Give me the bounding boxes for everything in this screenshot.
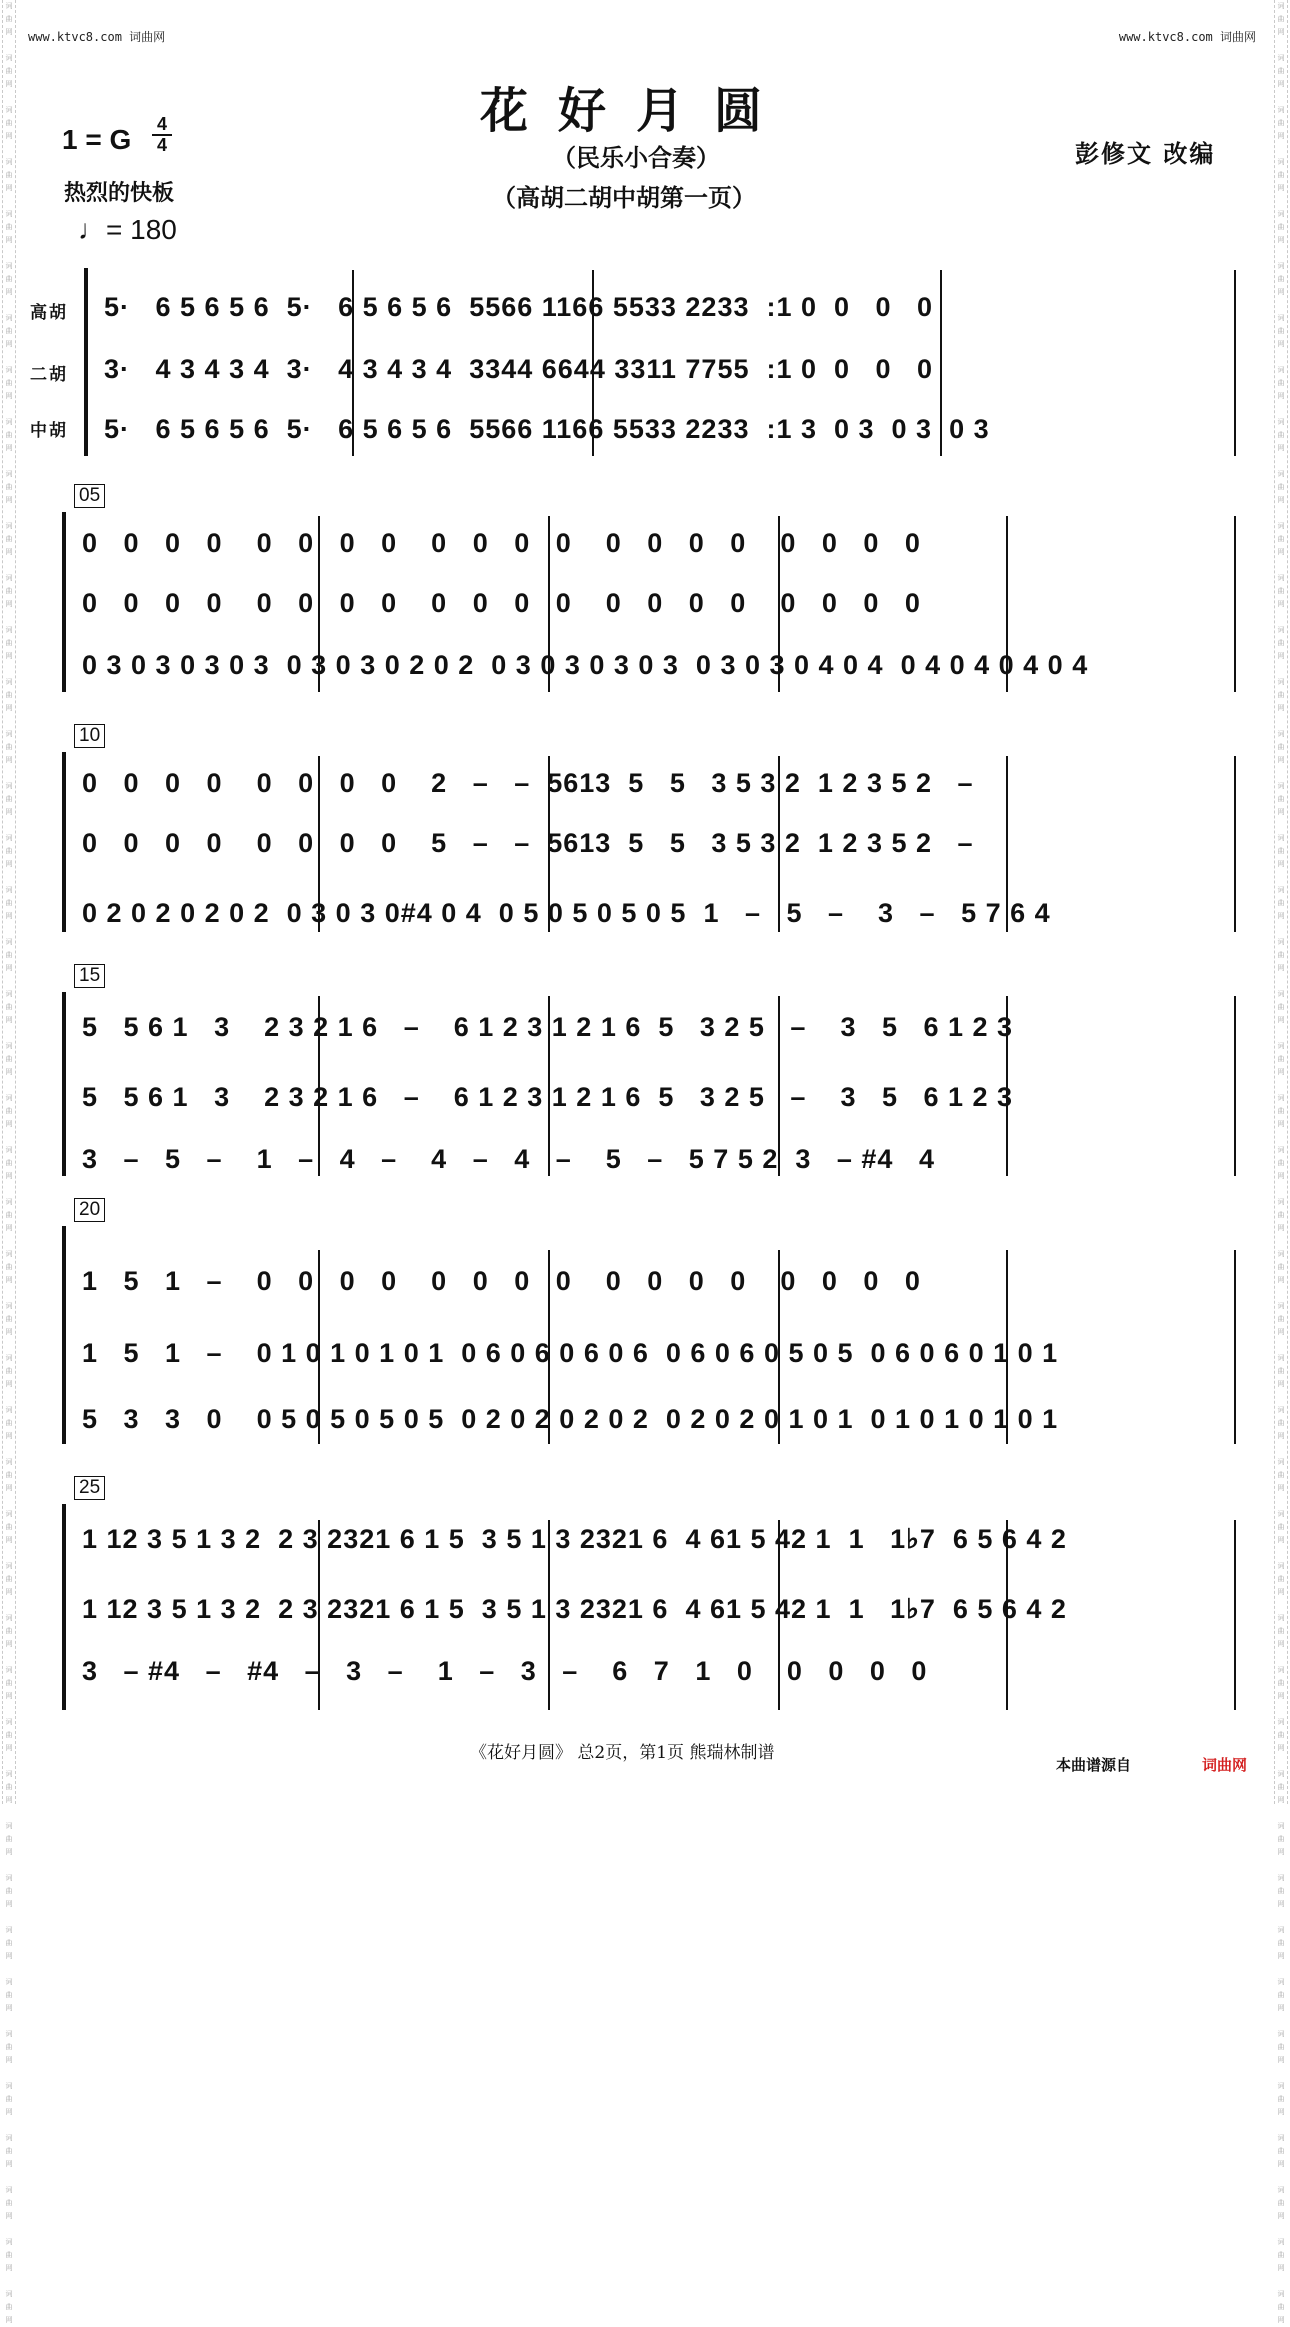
metronome-value: = 180	[106, 214, 177, 245]
score-row-zhonghu: 5· 6 5 6 5 6 5· 6 5 6 5 6 5566 1166 5533 2233 :1 3 0 3 0 3 0 3	[104, 414, 990, 444]
tempo-marking: 热烈的快板	[64, 180, 175, 206]
score-row-gaohu: 5· 6 5 6 5 6 5· 6 5 6 5 6 5566 1166 5533 2233 :1 0 0 0 0	[104, 292, 934, 322]
score-row-gaohu: 1 12 3 5 1 3 2 2 3 2321 6 1 5 3 5 1 3 2321 6 4 61 5 42 1 1 1♭7 6 5 6 4 2	[82, 1524, 1067, 1554]
score-row-erhu: 0 0 0 0 0 0 0 0 5 – – 5613 5 5 3 5 3 2 1 2 3 5 2 –	[82, 828, 974, 858]
metronome-mark	[78, 214, 177, 246]
subtitle-parts: （高胡二胡中胡第一页）	[492, 183, 756, 212]
barline	[1234, 516, 1236, 692]
right-side-strip: 词 曲 网 词 曲 网 词 曲 网 词 曲 网 词 曲 网 词 曲 网 词 曲 网 词 曲 网 词 曲 网 词 曲 网 词 曲 网 词 曲 网 词 曲 网 词 曲 网 词 曲 网 词 曲 网 词 曲 网 词 曲 网 词 曲 网 词 曲 网 词 曲 网 词 曲 网 词 曲 网 词 曲 网 词 曲 网 词 曲 网 词 曲 网 词 曲 网 词 曲 网 词 曲 网 词 曲 网 词 曲 网 词 曲 网 词 曲 网 词 曲 网 词 曲 网 词 曲 网 词 曲 网 词 曲 网 词 曲 网 词 曲 网 词 曲 网 词 曲 网 词 曲 网 词 曲 网	[1274, 0, 1288, 1804]
measure-number: 10	[74, 724, 105, 748]
instrument-label-gaohu: 高胡	[30, 303, 68, 323]
arranger: 彭修文 改编	[1075, 139, 1216, 168]
score-row-zhonghu: 0 3 0 3 0 3 0 3 0 3 0 3 0 2 0 2 0 3 0 3 0 3 0 3 0 3 0 3 0 4 0 4 0 4 0 4 0 4 0 4	[82, 650, 1089, 680]
score-row-zhonghu: 5 3 3 0 0 5 0 5 0 5 0 5 0 2 0 2 0 2 0 2 0 2 0 2 0 1 0 1 0 1 0 1 0 1 0 1	[82, 1404, 1059, 1434]
score-row-gaohu: 0 0 0 0 0 0 0 0 2 – – 5613 5 5 3 5 3 2 1 2 3 5 2 –	[82, 768, 974, 798]
barline	[1234, 996, 1236, 1176]
barline	[1234, 1250, 1236, 1444]
system-brace-6	[62, 1504, 66, 1710]
system-brace-4	[62, 992, 66, 1176]
instrument-label-erhu: 二胡	[30, 365, 68, 385]
score-row-zhonghu: 3 – #4 – #4 – 3 – 1 – 3 – 6 7 1 0 0 0 0 0	[82, 1656, 928, 1686]
time-signature	[152, 115, 172, 155]
score-row-gaohu: 5 5 6 1 3 2 3 2 1 6 – 6 1 2 3 1 2 1 6 5 3 2 5 – 3 5 6 1 2 3	[82, 1012, 1014, 1042]
left-side-strip: 词 曲 网 词 曲 网 词 曲 网 词 曲 网 词 曲 网 词 曲 网 词 曲 网 词 曲 网 词 曲 网 词 曲 网 词 曲 网 词 曲 网 词 曲 网 词 曲 网 词 曲 网 词 曲 网 词 曲 网 词 曲 网 词 曲 网 词 曲 网 词 曲 网 词 曲 网 词 曲 网 词 曲 网 词 曲 网 词 曲 网 词 曲 网 词 曲 网 词 曲 网 词 曲 网 词 曲 网 词 曲 网 词 曲 网 词 曲 网 词 曲 网 词 曲 网 词 曲 网 词 曲 网 词 曲 网 词 曲 网 词 曲 网 词 曲 网 词 曲 网 词 曲 网 词 曲 网	[2, 0, 16, 1804]
score-row-erhu: 0 0 0 0 0 0 0 0 0 0 0 0 0 0 0 0 0 0 0 0	[82, 588, 921, 618]
score-row-erhu: 1 12 3 5 1 3 2 2 3 2321 6 1 5 3 5 1 3 2321 6 4 61 5 42 1 1 1♭7 6 5 6 4 2	[82, 1594, 1067, 1624]
score-row-zhonghu: 0 2 0 2 0 2 0 2 0 3 0 3 0#4 0 4 0 5 0 5 0 5 0 5 1 – 5 – 3 – 5 7 6 4	[82, 898, 1051, 928]
score-row-erhu: 3· 4 3 4 3 4 3· 4 3 4 3 4 3344 6644 3311 7755 :1 0 0 0 0	[104, 354, 934, 384]
measure-number: 20	[74, 1198, 105, 1222]
system-brace-5	[62, 1226, 66, 1444]
key-signature: 1 = G	[62, 124, 132, 155]
measure-number: 05	[74, 484, 105, 508]
barline	[1234, 756, 1236, 932]
time-top: 4	[156, 114, 167, 134]
barline	[1234, 1520, 1236, 1710]
score-row-erhu: 5 5 6 1 3 2 3 2 1 6 – 6 1 2 3 1 2 1 6 5 3 2 5 – 3 5 6 1 2 3	[82, 1082, 1014, 1112]
page-footer: 《花好月圆》 总2页，第1页 熊瑞林制谱	[470, 1743, 775, 1763]
page-title: 花好月圆	[480, 83, 793, 139]
source-brand: 词曲网	[1202, 1756, 1248, 1774]
barline	[1234, 270, 1236, 456]
watermark-left: www.ktvc8.com 词曲网	[28, 30, 166, 44]
system-brace-1	[84, 268, 88, 456]
watermark-right: www.ktvc8.com 词曲网	[1118, 30, 1256, 44]
score-row-zhonghu: 3 – 5 – 1 – 4 – 4 – 4 – 5 – 5 7 5 2 3 – #4 4	[82, 1144, 935, 1174]
instrument-label-zhonghu: 中胡	[30, 421, 68, 441]
score-row-gaohu: 0 0 0 0 0 0 0 0 0 0 0 0 0 0 0 0 0 0 0 0	[82, 528, 921, 558]
system-brace-2	[62, 512, 66, 692]
score-row-erhu: 1 5 1 – 0 1 0 1 0 1 0 1 0 6 0 6 0 6 0 6 0 6 0 6 0 5 0 5 0 6 0 6 0 1 0 1	[82, 1338, 1059, 1368]
system-brace-3	[62, 752, 66, 932]
time-bottom: 4	[152, 134, 172, 155]
subtitle: （民乐小合奏）	[552, 143, 720, 172]
measure-number: 25	[74, 1476, 105, 1500]
measure-number: 15	[74, 964, 105, 988]
quarter-note-icon: ♩	[78, 214, 106, 245]
source-label: 本曲谱源自	[1056, 1756, 1132, 1774]
score-row-gaohu: 1 5 1 – 0 0 0 0 0 0 0 0 0 0 0 0 0 0 0 0	[82, 1266, 921, 1296]
